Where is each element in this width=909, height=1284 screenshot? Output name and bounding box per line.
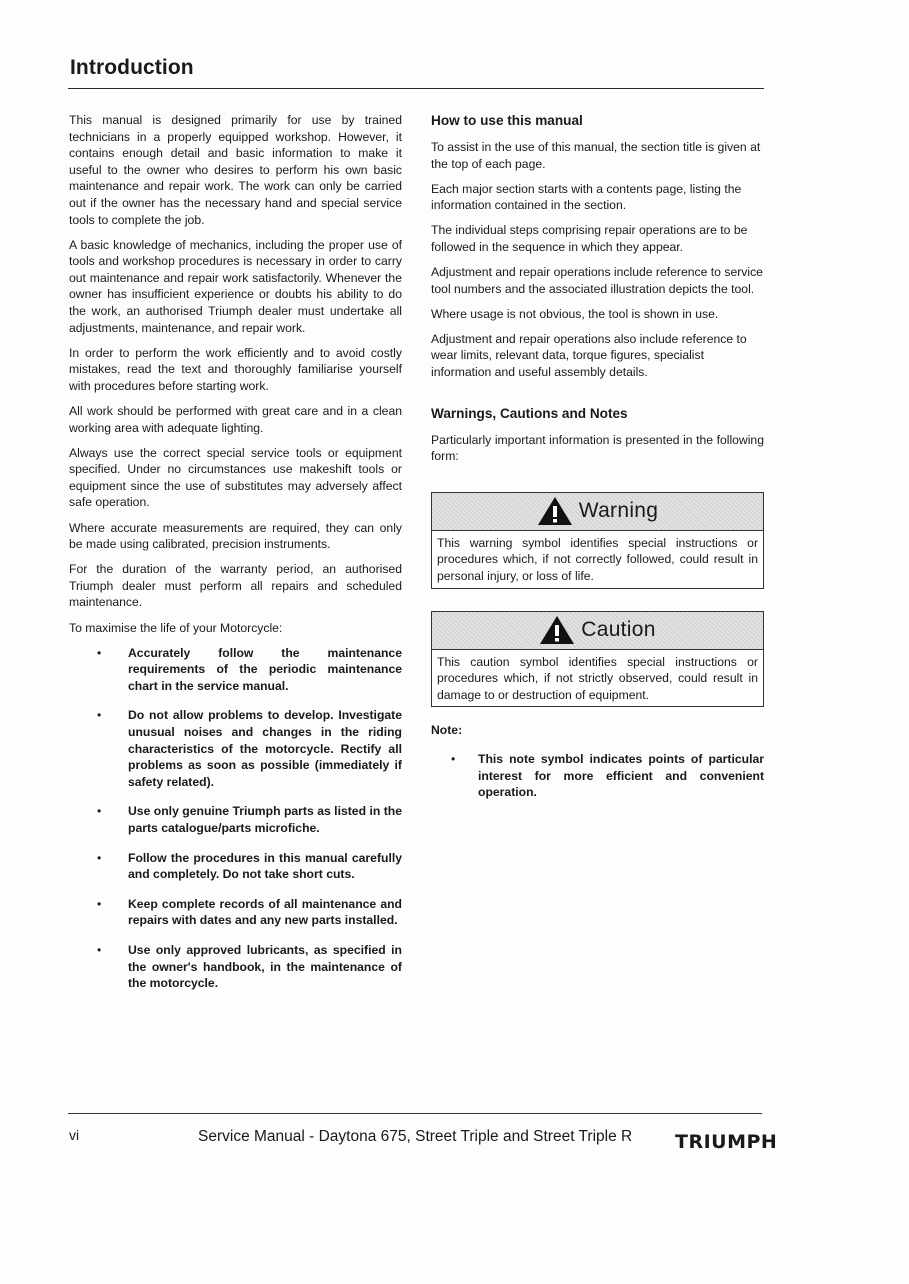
note-text: This note symbol indicates points of particular interest for more efficient and convenient operation. bbox=[478, 751, 764, 800]
warning-text: This warning symbol identifies special instructions or procedures which, if not correctly followed, could result in personal injury, or loss of life. bbox=[437, 535, 758, 583]
note-list bbox=[431, 751, 764, 801]
brand-logo: TRIUMPH bbox=[675, 1131, 778, 1153]
bullet-marker: • bbox=[97, 850, 102, 865]
paragraph: This manual is designed primarily for use by trained technicians in a properly equipped workshop. However, it contains enough detail and basic information to make it useful to the owner who desires to perform his own basic maintenance and repair work. The work can only be carried out if the owner has the necessary hand and special service tools to complete the job. bbox=[69, 113, 402, 227]
paragraph: To maximise the life of your Motorcycle: bbox=[69, 620, 283, 635]
bullet-marker: • bbox=[97, 645, 102, 660]
bullet-marker: • bbox=[97, 896, 102, 911]
page-title: Introduction bbox=[70, 56, 194, 79]
warning-triangle-icon bbox=[537, 496, 573, 526]
paragraph: All work should be performed with great care and in a clean working area with adequate lighting. bbox=[69, 404, 402, 435]
list-item-text: Accurately follow the maintenance requirements of the periodic maintenance chart in the service manual. bbox=[128, 645, 402, 693]
right-column bbox=[431, 112, 764, 801]
paragraph: Each major section starts with a contents page, listing the information contained in the section. bbox=[431, 181, 742, 213]
list-item bbox=[69, 942, 402, 992]
warning-title: Warning bbox=[578, 499, 659, 523]
paragraph: Always use the correct special service tools or equipment specified. Under no circumstances use makeshift tools or equipment since the use of substitutes may adversely affect safe operation. bbox=[69, 445, 402, 510]
paragraph: In order to perform the work efficiently and to avoid costly mistakes, read the text and thoroughly familiarise yourself with procedures before starting work. bbox=[69, 345, 402, 393]
page-number: vi bbox=[69, 1127, 80, 1143]
list-item bbox=[69, 803, 402, 836]
note-label: Note: bbox=[431, 723, 463, 738]
paragraph: The individual steps comprising repair operations are to be followed in the sequence in which they appear. bbox=[431, 223, 748, 254]
list-item bbox=[69, 645, 402, 695]
left-column bbox=[69, 112, 402, 1005]
bullet-marker: • bbox=[451, 751, 456, 766]
paragraph: Adjustment and repair operations also include reference to wear limits, relevant data, torque figures, specialist information and useful assembly details. bbox=[431, 331, 747, 380]
warning-header bbox=[432, 493, 763, 531]
bullet-marker: • bbox=[97, 804, 102, 819]
list-item bbox=[69, 850, 402, 883]
list-item-text: Follow the procedures in this manual carefully and completely. Do not take short cuts. bbox=[128, 850, 402, 882]
caution-triangle-icon bbox=[539, 615, 575, 645]
caution-header bbox=[432, 612, 763, 650]
list-item-text: Do not allow problems to develop. Investigate unusual noises and changes in the riding characteristics of the motorcycle. Rectify all problems as soon as possible (immediately if safety related). bbox=[128, 708, 402, 789]
bullet-marker: • bbox=[97, 708, 102, 723]
title-divider bbox=[68, 88, 764, 89]
paragraph: To assist in the use of this manual, the section title is given at the top of each page. bbox=[431, 140, 761, 171]
paragraph: Where accurate measurements are required, they can only be made using calibrated, precision instruments. bbox=[69, 520, 402, 552]
how-to-heading: How to use this manual bbox=[431, 113, 583, 128]
list-item bbox=[69, 707, 402, 790]
paragraph: A basic knowledge of mechanics, including the proper use of tools and workshop procedures is necessary in order to carry out maintenance and repair work satisfactorily. Whenever the owner has insufficient experience or doubts his ability to do the work, an authorised Triumph dealer must undertake all adjustments, maintenance, and repair work. bbox=[69, 237, 402, 335]
manual-title: Service Manual - Daytona 675, Street Triple and Street Triple R bbox=[198, 1128, 633, 1145]
caution-text: This caution symbol identifies special instructions or procedures which, if not strictly observed, could result in damage to or destruction of equipment. bbox=[437, 654, 758, 702]
paragraph: Adjustment and repair operations include reference to service tool numbers and the associated illustration depicts the tool. bbox=[431, 265, 763, 296]
caution-box bbox=[431, 611, 764, 708]
maintenance-tips-list bbox=[69, 645, 402, 992]
paragraph: Particularly important information is presented in the following form: bbox=[431, 432, 764, 464]
warning-box bbox=[431, 492, 764, 589]
list-item bbox=[431, 751, 764, 801]
paragraph: For the duration of the warranty period, an authorised Triumph dealer must perform all repairs and scheduled maintenance. bbox=[69, 562, 402, 610]
list-item-text: Use only genuine Triumph parts as listed in the parts catalogue/parts microfiche. bbox=[128, 804, 402, 835]
list-item bbox=[69, 896, 402, 929]
bullet-marker: • bbox=[97, 942, 102, 957]
footer-divider bbox=[68, 1113, 762, 1114]
list-item-text: Use only approved lubricants, as specified in the owner's handbook, in the maintenance of the motorcycle. bbox=[128, 942, 402, 991]
caution-title: Caution bbox=[581, 617, 656, 641]
warnings-cautions-notes-heading: Warnings, Cautions and Notes bbox=[431, 405, 628, 421]
paragraph: Where usage is not obvious, the tool is shown in use. bbox=[431, 306, 719, 321]
list-item-text: Keep complete records of all maintenance and repairs with dates and any new parts installed. bbox=[128, 896, 402, 928]
